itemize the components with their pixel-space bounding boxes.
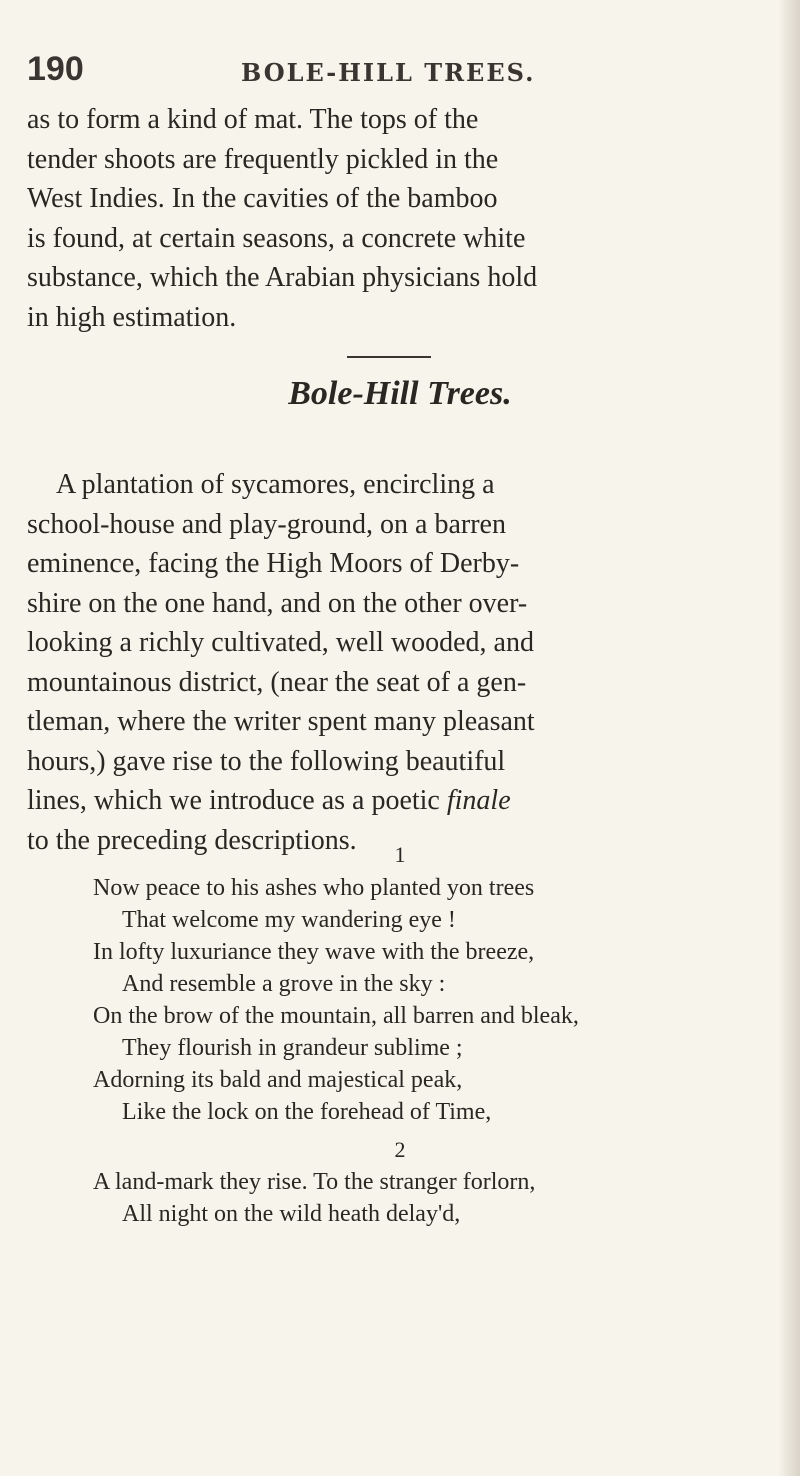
section-divider	[347, 356, 431, 358]
text-line: eminence, facing the High Moors of Derby-	[27, 548, 520, 579]
text-line: as to form a kind of mat. The tops of the	[27, 104, 479, 135]
text-line: West Indies. In the cavities of the bamboo	[27, 183, 498, 214]
text-line: hours,) gave rise to the following beautiful	[27, 745, 506, 777]
verse-line: On the brow of the mountain, all barren and bleak,	[93, 1003, 579, 1029]
intro-paragraph	[27, 465, 727, 860]
text-line: looking a richly cultivated, well wooded, and	[27, 627, 534, 658]
verse-line: Like the lock on the forehead of Time,	[122, 1099, 492, 1125]
verse-line: And resemble a grove in the sky :	[122, 971, 446, 997]
verse-line: Now peace to his ashes who planted yon trees	[93, 875, 535, 901]
verse-line: They flourish in grandeur sublime ;	[122, 1035, 463, 1061]
text-fragment: lines, which we introduce as a poetic	[27, 785, 440, 816]
finale-word: finale	[446, 785, 511, 816]
poem-stanza-2	[93, 1166, 733, 1230]
verse-line: A land-mark they rise. To the stranger forlorn,	[93, 1169, 536, 1195]
verse-line: All night on the wild heath delay'd,	[122, 1201, 461, 1227]
text-line: mountainous district, (near the seat of a gen-	[27, 666, 527, 698]
verse-line: In lofty luxuriance they wave with the breeze,	[93, 939, 535, 965]
text-line: A plantation of sycamores, encircling a	[56, 469, 495, 500]
section-title: Bole-Hill Trees.	[288, 375, 512, 412]
page-header	[27, 50, 727, 100]
poem-stanza-1	[93, 872, 733, 1128]
text-line: is found, at certain seasons, a concrete white	[27, 222, 526, 254]
text-line: in high estimation.	[27, 301, 237, 333]
text-line: shire on the one hand, and on the other over-	[27, 587, 528, 619]
stanza-number: 2	[394, 1137, 406, 1162]
text-line: school-house and play-ground, on a barren	[27, 508, 506, 540]
running-head: BOLE-HILL TREES.	[241, 58, 536, 87]
page-number: 190	[27, 50, 84, 88]
text-line: tleman, where the writer spent many pleasant	[27, 706, 535, 737]
text-line: substance, which the Arabian physicians hold	[27, 262, 538, 293]
page-edge-shadow	[778, 0, 800, 1476]
text-line	[27, 781, 727, 821]
text-line: to the preceding descriptions.	[27, 824, 357, 856]
verse-line: That welcome my wandering eye !	[122, 907, 456, 933]
top-paragraph	[27, 100, 727, 337]
verse-line: Adorning its bald and majestical peak,	[93, 1067, 463, 1093]
stanza-number: 1	[394, 842, 406, 867]
text-line: tender shoots are frequently pickled in the	[27, 143, 499, 175]
